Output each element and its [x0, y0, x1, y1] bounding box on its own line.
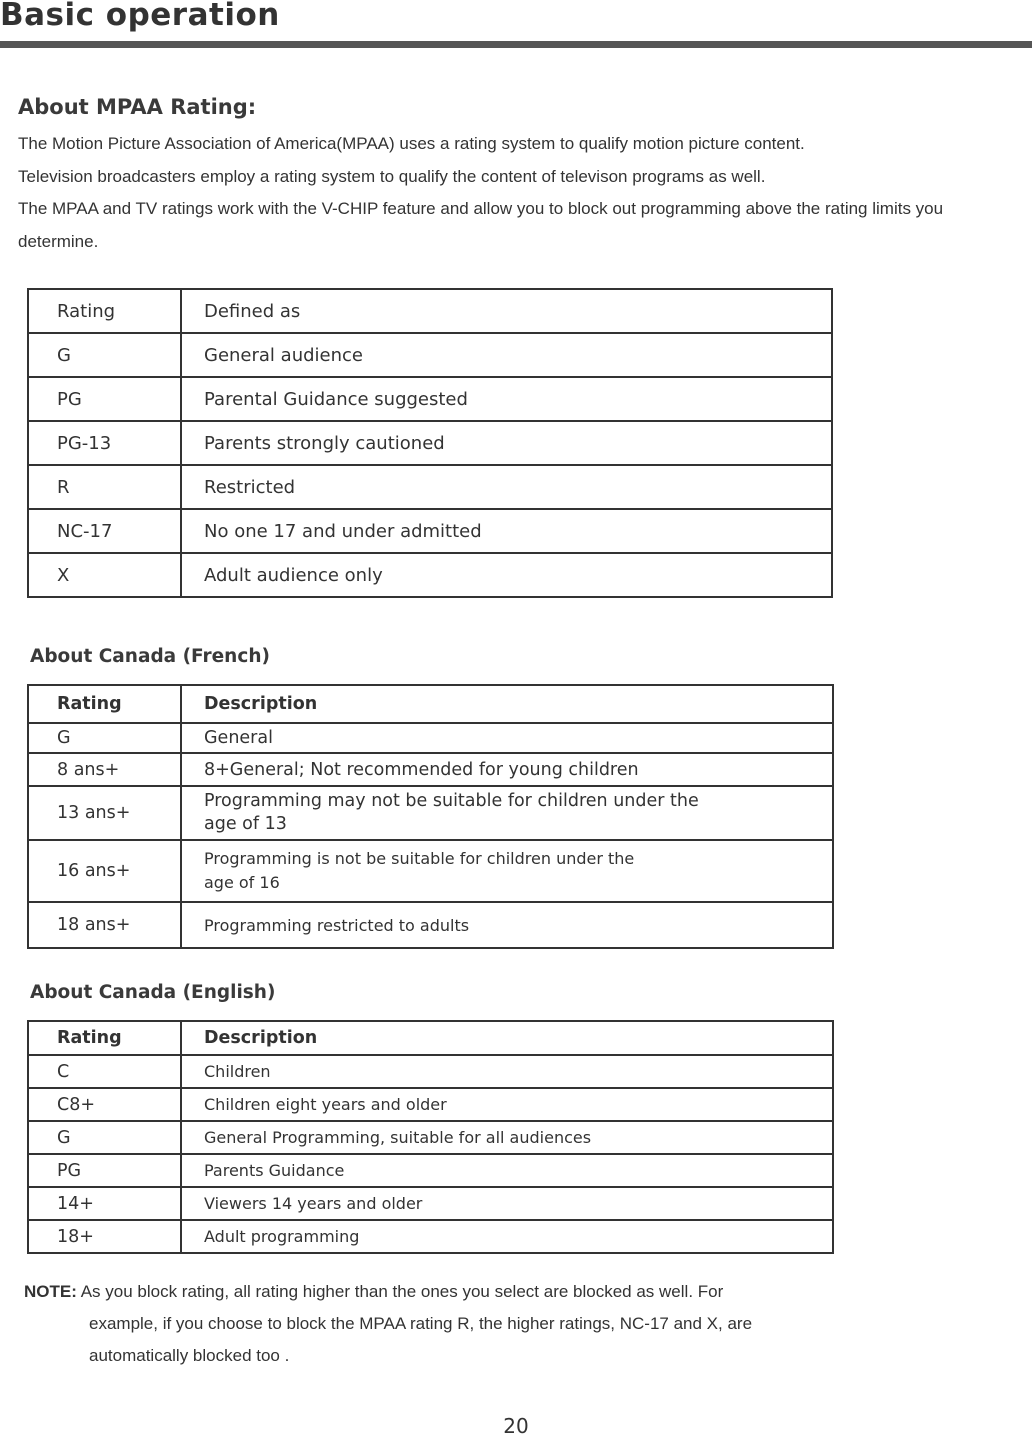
table-row: [28, 1121, 833, 1154]
definition-cell: Parents strongly cautioned: [181, 421, 832, 465]
rating-cell: G: [28, 1121, 181, 1154]
definition-cell: Restricted: [181, 465, 832, 509]
rating-cell: G: [28, 723, 181, 753]
description-cell: Children: [181, 1055, 833, 1088]
table-row: [28, 509, 832, 553]
rating-cell: 18 ans+: [28, 902, 181, 948]
note-text: As you block rating, all rating higher than the ones you select are blocked as well. For: [80, 1282, 724, 1301]
mpaa-intro: [18, 128, 1008, 258]
rating-cell: 14+: [28, 1187, 181, 1220]
mpaa-section-title: About MPAA Rating:: [18, 95, 257, 119]
definition-cell: No one 17 and under admitted: [181, 509, 832, 553]
table-row: [28, 753, 833, 786]
table-row: [28, 553, 832, 597]
table-row: [28, 1055, 833, 1088]
canada-english-table: [27, 1020, 834, 1254]
table-row: [28, 465, 832, 509]
rating-cell: C: [28, 1055, 181, 1088]
column-header-description: Description: [181, 685, 833, 723]
intro-paragraph: The MPAA and TV ratings work with the V-CHIP feature and allow you to block out programming above the rating limits you determine.: [18, 199, 944, 251]
description-cell: General: [181, 723, 833, 753]
table-row: [28, 723, 833, 753]
description-cell: Viewers 14 years and older: [181, 1187, 833, 1220]
page-title: Basic operation: [0, 0, 280, 33]
column-header-rating: Rating: [28, 289, 181, 333]
note-label: NOTE:: [24, 1282, 77, 1301]
table-row: [28, 1154, 833, 1187]
table-row: [28, 1187, 833, 1220]
description-cell: Adult programming: [181, 1220, 833, 1253]
rating-cell: PG-13: [28, 421, 181, 465]
description-cell: Programming may not be suitable for children under the age of 13: [181, 786, 833, 840]
table-row: [28, 786, 833, 840]
intro-paragraph: Television broadcasters employ a rating system to qualify the content of televison programs as well.: [18, 166, 766, 186]
rating-cell: X: [28, 553, 181, 597]
rating-cell: 16 ans+: [28, 840, 181, 902]
table-row: [28, 421, 832, 465]
canada-french-table: [27, 684, 834, 949]
table-row: [28, 377, 832, 421]
column-header-rating: Rating: [28, 1021, 181, 1055]
table-header-row: [28, 289, 832, 333]
rating-cell: C8+: [28, 1088, 181, 1121]
table-row: [28, 902, 833, 948]
canada-english-title: About Canada (English): [30, 982, 276, 1003]
table-row: [28, 840, 833, 902]
intro-paragraph: The Motion Picture Association of America(MPAA) uses a rating system to qualify motion picture content.: [18, 134, 805, 153]
description-cell: Parents Guidance: [181, 1154, 833, 1187]
rating-cell: G: [28, 333, 181, 377]
column-header-defined-as: Defined as: [181, 289, 832, 333]
note-text: automatically blocked too .: [89, 1346, 290, 1365]
rating-cell: 8 ans+: [28, 753, 181, 786]
definition-cell: Parental Guidance suggested: [181, 377, 832, 421]
table-row: [28, 1088, 833, 1121]
column-header-rating: Rating: [28, 685, 181, 723]
column-header-description: Description: [181, 1021, 833, 1055]
note-text: example, if you choose to block the MPAA rating R, the higher ratings, NC-17 and X, are: [89, 1314, 753, 1333]
table-header-row: [28, 1021, 833, 1055]
note: [24, 1276, 984, 1372]
rating-cell: PG: [28, 377, 181, 421]
table-header-row: [28, 685, 833, 723]
description-cell: Programming is not be suitable for children under the age of 16: [181, 840, 833, 902]
rating-cell: 13 ans+: [28, 786, 181, 840]
definition-cell: General audience: [181, 333, 832, 377]
mpaa-rating-table: [27, 288, 833, 598]
description-cell: General Programming, suitable for all audiences: [181, 1121, 833, 1154]
table-row: [28, 1220, 833, 1253]
table-row: [28, 333, 832, 377]
description-cell: Children eight years and older: [181, 1088, 833, 1121]
description-cell: 8+General; Not recommended for young children: [181, 753, 833, 786]
page-number: 20: [503, 1414, 529, 1438]
rating-cell: R: [28, 465, 181, 509]
header-divider: [0, 41, 1032, 48]
definition-cell: Adult audience only: [181, 553, 832, 597]
description-cell: Programming restricted to adults: [181, 902, 833, 948]
rating-cell: 18+: [28, 1220, 181, 1253]
rating-cell: PG: [28, 1154, 181, 1187]
canada-french-title: About Canada (French): [30, 646, 270, 667]
rating-cell: NC-17: [28, 509, 181, 553]
